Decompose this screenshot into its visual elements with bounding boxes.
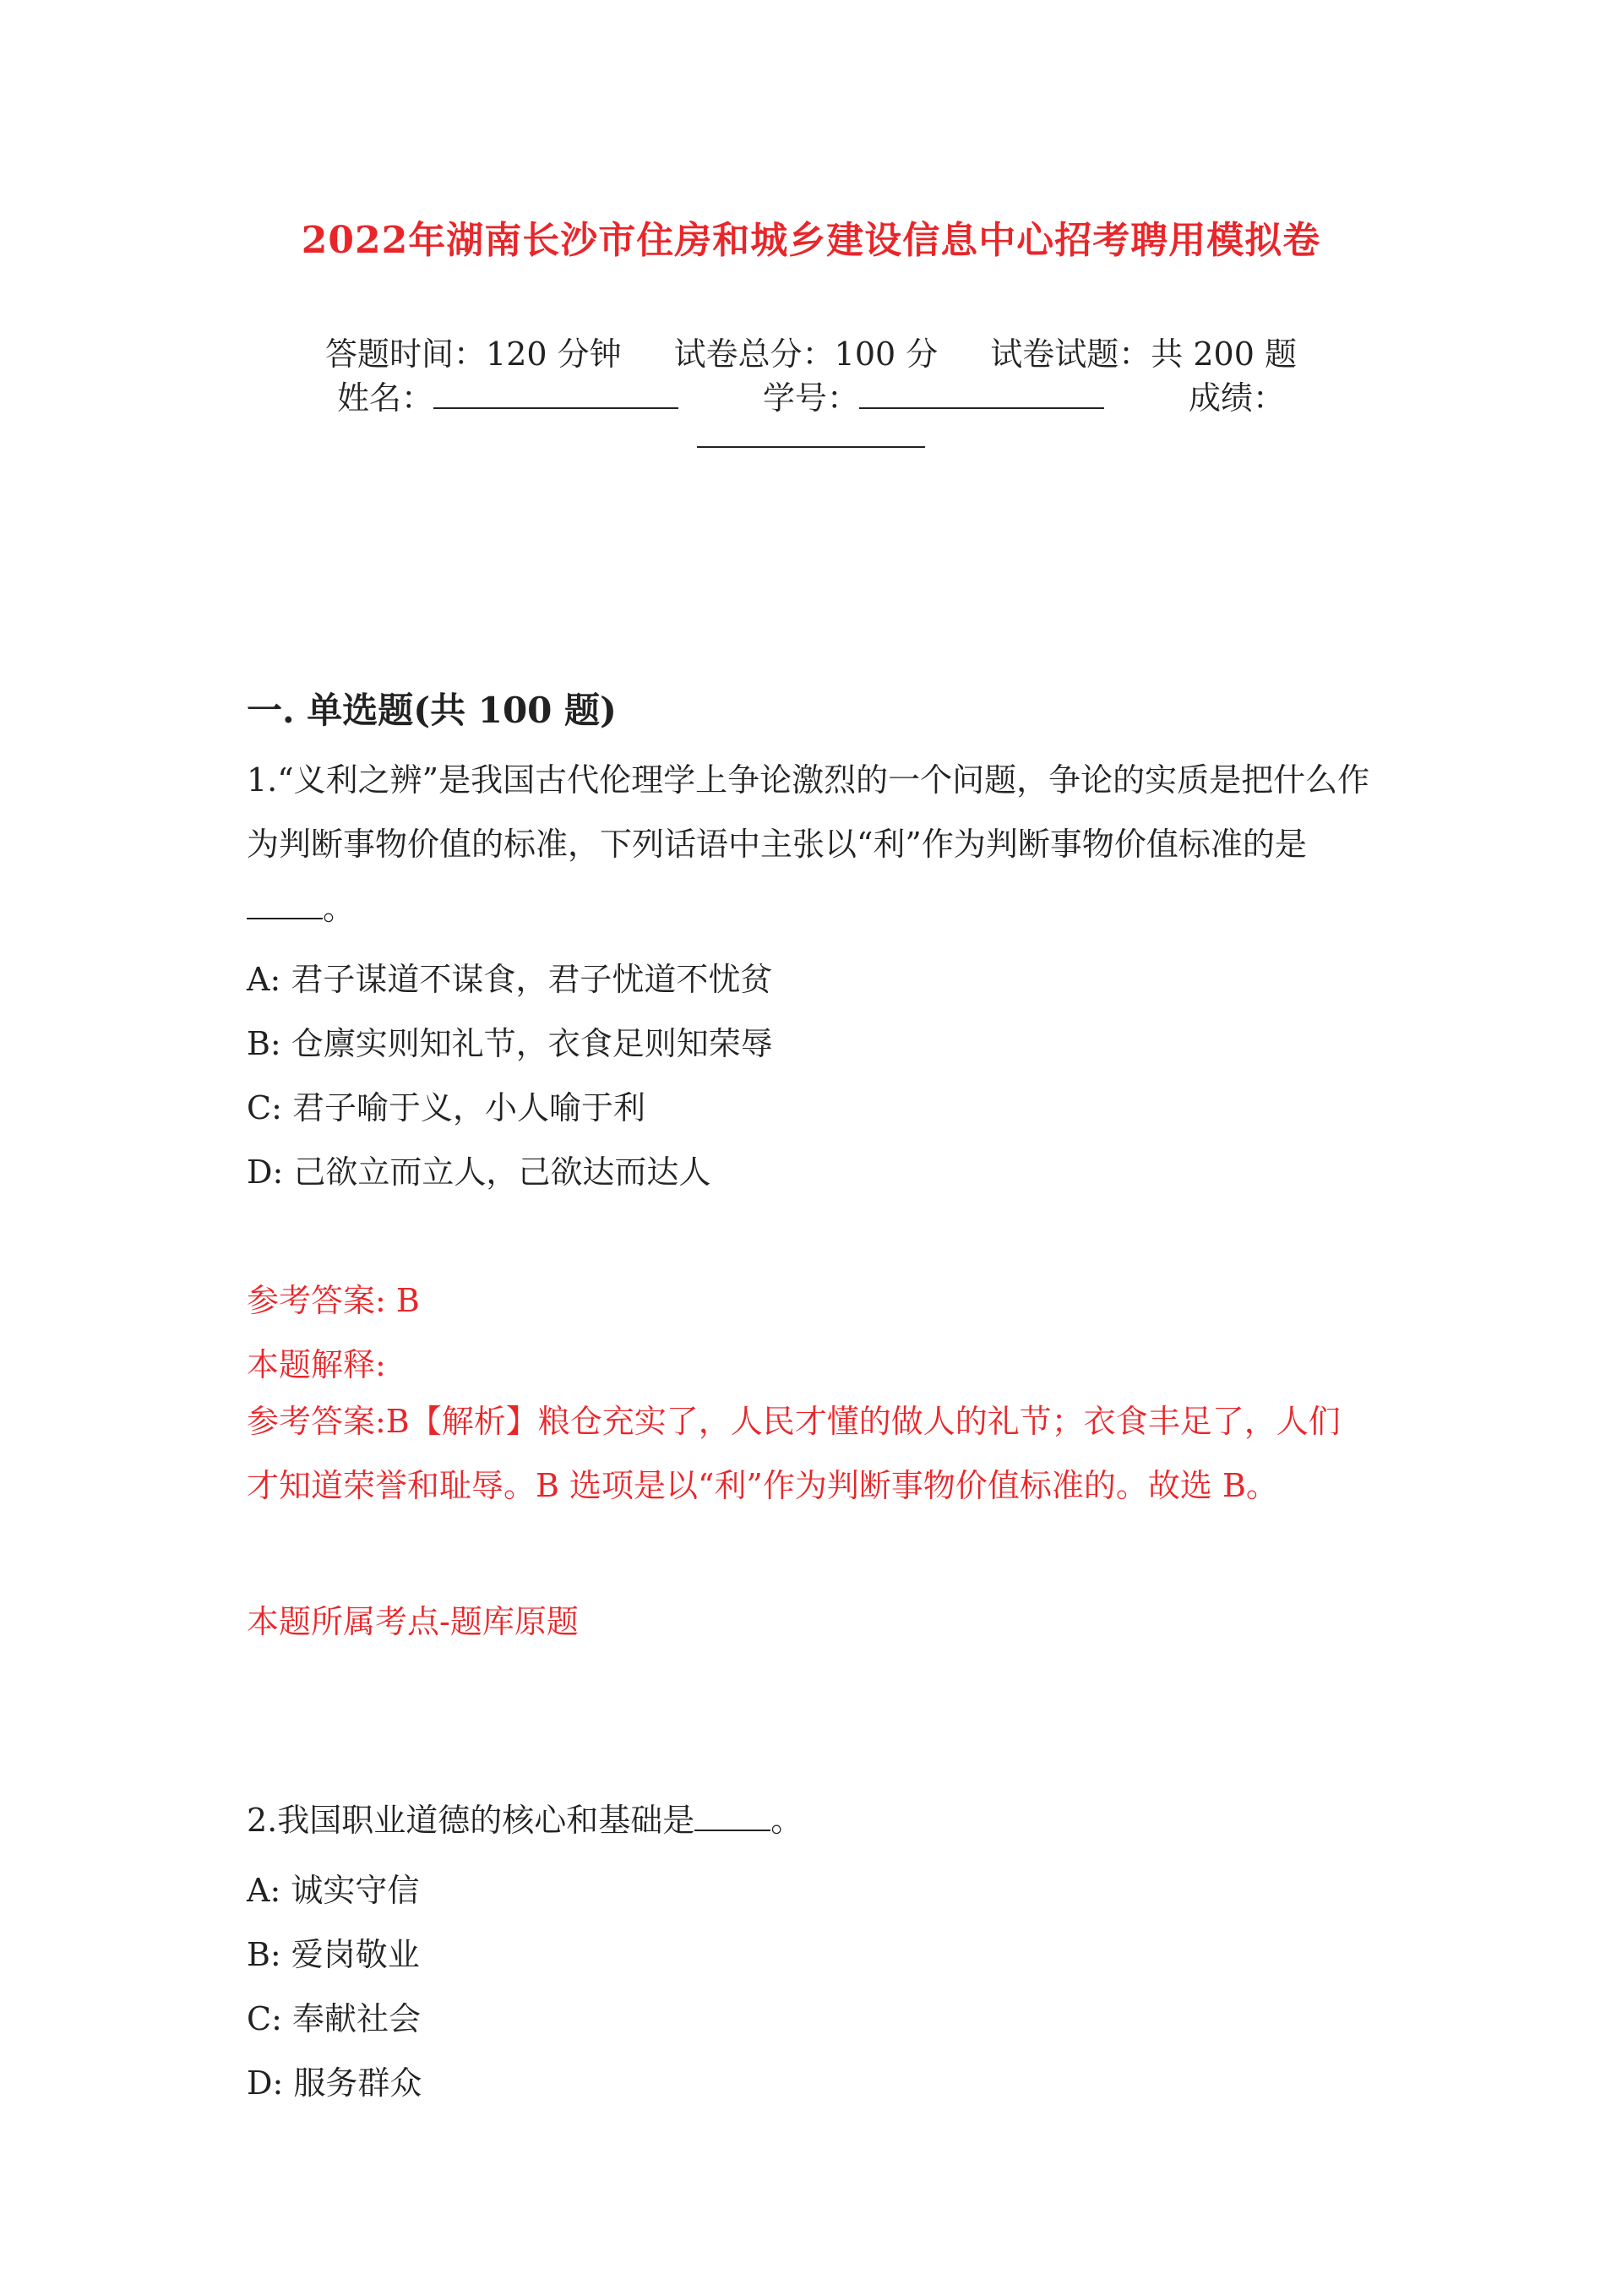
question-1-end: 。 (323, 890, 356, 927)
question-1-option-b: B: 仓廪实则知礼节，衣食足则知荣辱 (247, 1025, 773, 1062)
question-2-option-c: C: 奉献社会 (247, 2000, 421, 2037)
name-blank[interactable] (433, 377, 678, 409)
student-id-label: 学号： (762, 379, 859, 417)
question-2-blank (694, 1802, 770, 1831)
score-blank[interactable] (697, 416, 925, 448)
exam-time: 答题时间：120 分钟 (325, 335, 622, 373)
student-id-blank[interactable] (859, 377, 1104, 409)
exam-question-count: 试卷试题：共 200 题 (990, 335, 1297, 373)
question-1-topic: 本题所属考点-题库原题 (247, 1603, 579, 1640)
question-1-explanation-label: 本题解释: (247, 1346, 386, 1383)
score-blank-line (0, 416, 1622, 455)
exam-info-line (0, 328, 1622, 374)
question-2-text: 2.我国职业道德的核心和基础是 (247, 1802, 695, 1839)
exam-title: 2022年湖南长沙市住房和城乡建设信息中心招考聘用模拟卷 (301, 219, 1321, 262)
question-1-text: 1.“义利之辨”是我国古代伦理学上争论激烈的一个问题，争论的实质是把什么作为判断事物价值的标准，下列话语中主张以“利”作为判断事物价值标准的是 (247, 761, 1370, 863)
question-1-blank (247, 891, 323, 919)
score-label: 成绩： (1189, 379, 1286, 417)
question-1-answer: 参考答案: B (247, 1282, 420, 1319)
question-1-option-c: C: 君子喻于义，小人喻于利 (247, 1089, 645, 1126)
exam-total-score: 试卷总分：100 分 (673, 335, 939, 373)
question-2-end: 。 (770, 1802, 803, 1839)
question-1-option-d: D: 己欲立而立人，己欲达而达人 (247, 1153, 711, 1191)
question-2-option-b: B: 爱岗敬业 (247, 1936, 420, 1973)
question-2-stem (247, 1788, 1370, 1852)
question-1-explanation: 参考答案:B【解析】粮仓充实了，人民才懂的做人的礼节；衣食丰足了，人们才知道荣誉和耻辱。B 选项是以“利”作为判断事物价值标准的。故选 B。 (247, 1403, 1341, 1504)
name-label: 姓名： (336, 379, 433, 417)
question-1-stem (247, 748, 1370, 941)
question-1-option-a: A: 君子谋道不谋食，君子忧道不忧贫 (247, 961, 773, 998)
question-2-option-a: A: 诚实守信 (247, 1872, 420, 1909)
section-heading: 一. 单选题(共 100 题) (247, 690, 617, 731)
question-2-option-d: D: 服务群众 (247, 2064, 422, 2102)
exam-fill-line (0, 372, 1622, 418)
